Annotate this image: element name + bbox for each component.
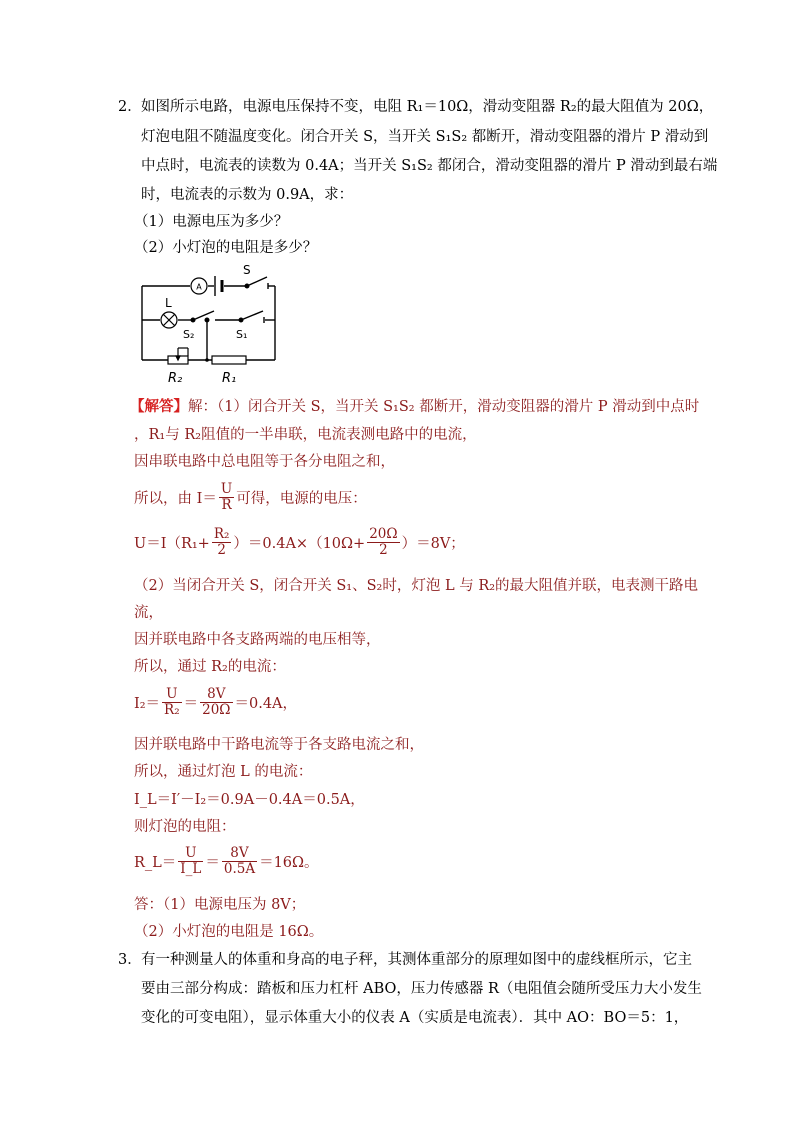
label-l: L: [165, 296, 172, 310]
label-s2: S₂: [183, 328, 195, 341]
answer-line-16: 答：（1）电源电压为 8V；: [134, 897, 306, 913]
lamp-symbol: [161, 312, 177, 328]
ammeter-symbol: [191, 278, 207, 294]
q2-sub2: （2）小灯泡的电阻是多少？: [134, 240, 318, 256]
q2-number: 2．: [118, 99, 142, 115]
resistor-r1-symbol: [212, 356, 246, 364]
answer-line-17: （2）小灯泡的电阻是 16Ω。: [134, 924, 324, 940]
q2-sub1: （1）电源电压为多少？: [134, 214, 289, 230]
answer-line-1: 【解答】解：（1）闭合开关 S，当开关 S₁S₂ 都断开，滑动变阻器的滑片 P 滑动到中点时: [130, 398, 700, 415]
answer-formula-rl: R_L＝ $\frac{U}{I\_L}$ ＝ $\frac{8V}{0.5A}$ ＝16Ω。: [134, 844, 319, 877]
q3-line-3: 变化的可变电阻），显示体重大小的仪表 A（实质是电流表）．其中 AO：BO＝5：1，: [141, 1010, 689, 1026]
q3-line-2: 要由三部分构成：踏板和压力杠杆 ABO，压力传感器 R（电阻值会随所受压力大小发生: [141, 981, 702, 997]
q3-line-1: 有一种测量人的体重和身高的电子秤，其测体重部分的原理如图中的虚线框所示，它主: [141, 952, 692, 968]
answer-line-11: 因并联电路中干路电流等于各支路电流之和，: [134, 737, 424, 753]
battery-symbol: [215, 276, 222, 296]
q2-line-2: 灯泡电阻不随温度变化。闭合开关 S，当开关 S₁S₂ 都断开，滑动变阻器的滑片 P 滑动到: [141, 129, 709, 145]
q2-line-1: 如图所示电路，电源电压保持不变，电阻 R₁＝10Ω，滑动变阻器 R₂的最大阻值为 20Ω，: [141, 99, 714, 115]
q3-number: 3．: [118, 952, 142, 968]
answer-line-3: 因串联电路中总电阻等于各分电阻之和，: [134, 454, 395, 470]
q2-line-4: 时，电流表的示数为 0.9A，求：: [141, 187, 354, 203]
circuit-diagram: [130, 262, 290, 386]
answer-line-2: ，R₁与 R₂阻值的一半串联，电流表测电路中的电流，: [134, 427, 477, 443]
answer-tag: 【解答】: [130, 398, 188, 415]
answer-line-7: 流，: [134, 605, 163, 621]
answer-line-12: 所以，通过灯泡 L 的电流：: [134, 764, 313, 780]
answer-line-9: 所以，通过 R₂的电流：: [134, 659, 286, 675]
label-r1: R₁: [222, 371, 237, 386]
q2-line-3: 中点时，电流表的读数为 0.4A；当开关 S₁S₂ 都闭合，滑动变阻器的滑片 P 滑动到最右端: [141, 158, 718, 174]
switch-s-symbol: [245, 277, 268, 289]
answer-line-13: I_L＝I′－I₂＝0.9A－0.4A＝0.5A，: [134, 792, 365, 808]
answer-formula-ohm: 所以，由 I＝ $\frac{U}{R}$ 可得，电源的电压：: [134, 480, 367, 513]
ammeter-label: A: [196, 282, 202, 292]
label-s1: S₁: [236, 328, 248, 341]
answer-formula-i2: I₂＝ $\frac{U}{\text{R₂}}$ ＝ $\frac{8V}{20\Omega}$ ＝0.4A，: [134, 685, 298, 718]
answer-formula-voltage: U＝I（R₁+ $\frac{\text{R₂}}{2}$ ）＝0.4A×（10Ω+ $\frac{20\Omega}{2}$ ）＝8V；: [134, 525, 465, 558]
answer-line-6: （2）当闭合开关 S，闭合开关 S₁、S₂时，灯泡 L 与 R₂的最大阻值并联，电表测干路电: [134, 578, 699, 594]
label-r2: R₂: [168, 371, 183, 386]
answer-line-8: 因并联电路中各支路两端的电压相等，: [134, 632, 381, 648]
answer-line-14: 则灯泡的电阻：: [134, 819, 236, 835]
switch-s1-symbol: [239, 311, 264, 323]
switch-s2-symbol: [191, 311, 214, 322]
label-s: S: [243, 263, 251, 277]
rheostat-r2-symbol: [168, 348, 188, 364]
